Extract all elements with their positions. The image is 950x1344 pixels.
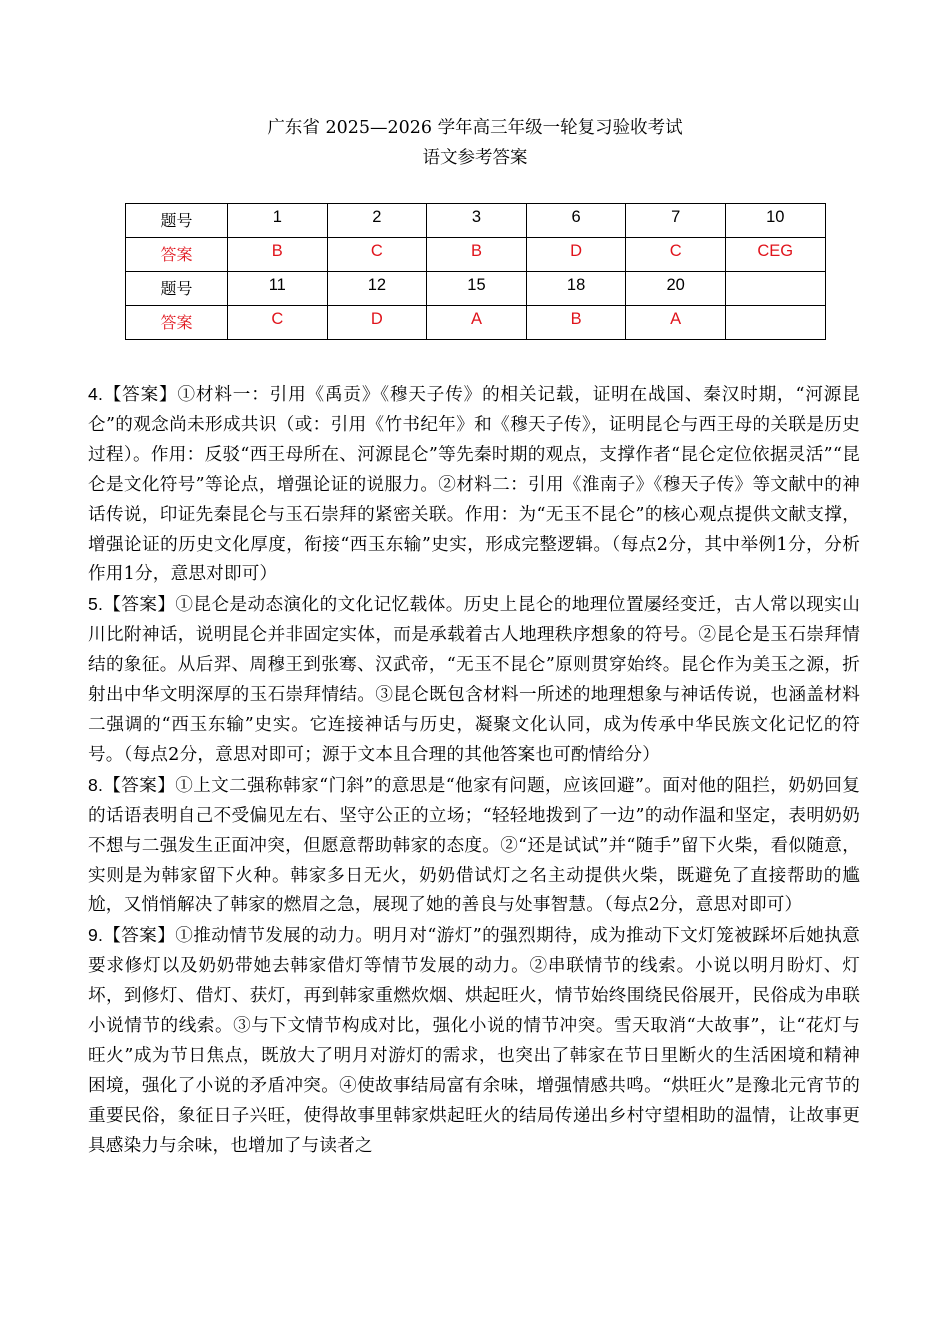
answer-cell: C [327, 238, 427, 272]
row-label: 答案 [126, 238, 228, 272]
question-number-cell: 18 [526, 272, 626, 306]
answer-row [126, 238, 826, 272]
answer-text: 【答案】①推动情节发展的动力。明月对“游灯”的强烈期待，成为推动下文灯笼被踩坏后她执意要求修灯以及奶奶带她去韩家借灯等情节发展的动力。②串联情节的线索。小说以明月盼灯、灯坏，到修灯、借灯、获灯，再到韩家重燃炊烟、烘起旺火，情节始终围绕民俗展开，民俗成为串联小说情节的线索。③与下文情节构成对比，强化小说的情节冲突。雪天取消“大故事”，让“花灯与旺火”成为节日焦点，既放大了明月对游灯的需求，也突出了韩家在节日里断火的生活困境和精神困境，强化了小说的矛盾冲突。④使故事结局富有余味，增强情感共鸣。“烘旺火”是豫北元宵节的重要民俗，象征日子兴旺，使得故事里韩家烘起旺火的结局传递出乡村守望相助的温情，让故事更具感染力与余味，也增加了与读者之 [88, 926, 860, 1156]
question-number-cell: 1 [228, 204, 328, 238]
answer-paragraph-q5 [88, 590, 860, 770]
answer-cell: B [228, 238, 328, 272]
question-number-cell: 12 [327, 272, 427, 306]
answer-explanations [88, 380, 860, 1162]
document-title: 广东省 2025—2026 学年高三年级一轮复习验收考试 [267, 118, 683, 138]
answer-cell [725, 306, 825, 340]
question-number-cell: 2 [327, 204, 427, 238]
question-number-cell: 11 [228, 272, 328, 306]
question-number: 9. [88, 925, 104, 946]
answer-text: 【答案】①上文二强称韩家“门斜”的意思是“他家有问题，应该回避”。面对他的阻拦，奶奶回复的话语表明自己不受偏见左右、坚守公正的立场；“轻轻地拨到了一边”的动作温和坚定，表明奶奶不想与二强发生正面冲突，但愿意帮助韩家的态度。②“还是试试”并“随手”留下火柴，看似随意，实则是为韩家留下火种。韩家多日无火，奶奶借试灯之名主动提供火柴，既避免了直接帮助的尴尬，又悄悄解决了韩家的燃眉之急，展现了她的善良与处事智慧。（每点2分，意思对即可） [88, 775, 860, 916]
answer-cell: CEG [725, 238, 825, 272]
row-label: 答案 [126, 306, 228, 340]
answer-cell: B [427, 238, 527, 272]
answer-paragraph-q9 [88, 921, 860, 1161]
question-number-row [126, 204, 826, 238]
answer-paragraph-q4 [88, 380, 860, 590]
answer-cell: A [427, 306, 527, 340]
question-number: 4. [88, 384, 104, 404]
row-label: 题号 [126, 272, 228, 306]
question-number-cell: 15 [427, 272, 527, 306]
answer-key-table [125, 203, 826, 340]
answer-text: 【答案】①昆仑是动态演化的文化记忆载体。历史上昆仑的地理位置屡经变迁，古人常以现实山川比附神话，说明昆仑并非固定实体，而是承载着古人地理秩序想象的符号。②昆仑是玉石崇拜情结的象征。从后羿、周穆王到张骞、汉武帝，“无玉不昆仑”原则贯穿始终。昆仑作为美玉之源，折射出中华文明深厚的玉石崇拜情结。③昆仑既包含材料一所述的地理想象与神话传说，也涵盖材料二强调的“西玉东输”史实。它连接神话与历史，凝聚文化认同，成为传承中华民族文化记忆的符号。（每点2分，意思对即可；源于文本且合理的其他答案也可酌情给分） [88, 595, 860, 765]
answer-cell: C [626, 238, 726, 272]
question-number-cell [725, 272, 825, 306]
answer-cell: D [327, 306, 427, 340]
question-number-cell: 3 [427, 204, 527, 238]
document-subtitle: 语文参考答案 [422, 148, 528, 168]
question-number-cell: 7 [626, 204, 726, 238]
question-number: 5. [88, 594, 104, 615]
question-number-cell: 10 [725, 204, 825, 238]
question-number-cell: 6 [526, 204, 626, 238]
row-label: 题号 [126, 204, 228, 238]
question-number-cell: 20 [626, 272, 726, 306]
answer-row [126, 306, 826, 340]
answer-cell: C [228, 306, 328, 340]
answer-text: 【答案】①材料一：引用《禹贡》《穆天子传》的相关记载，证明在战国、秦汉时期，“河源昆仑”的观念尚未形成共识（或：引用《竹书纪年》和《穆天子传》，证明昆仑与西王母的关联是历史过程）。作用：反驳“西王母所在、河源昆仑”等先秦时期的观点，支撑作者“昆仑定位依据灵活”“昆仑是文化符号”等论点，增强论证的说服力。②材料二：引用《淮南子》《穆天子传》等文献中的神话传说，印证先秦昆仑与玉石崇拜的紧密关联。作用：为“无玉不昆仑”的核心观点提供文献支撑，增强论证的历史文化厚度，衔接“西玉东输”史实，形成完整逻辑。（每点2分，其中举例1分，分析作用1分，意思对即可） [88, 385, 860, 585]
question-number: 8. [88, 774, 104, 795]
answer-cell: D [526, 238, 626, 272]
answer-paragraph-q8 [88, 771, 860, 922]
answer-cell: B [526, 306, 626, 340]
question-number-row [126, 272, 826, 306]
answer-cell: A [626, 306, 726, 340]
